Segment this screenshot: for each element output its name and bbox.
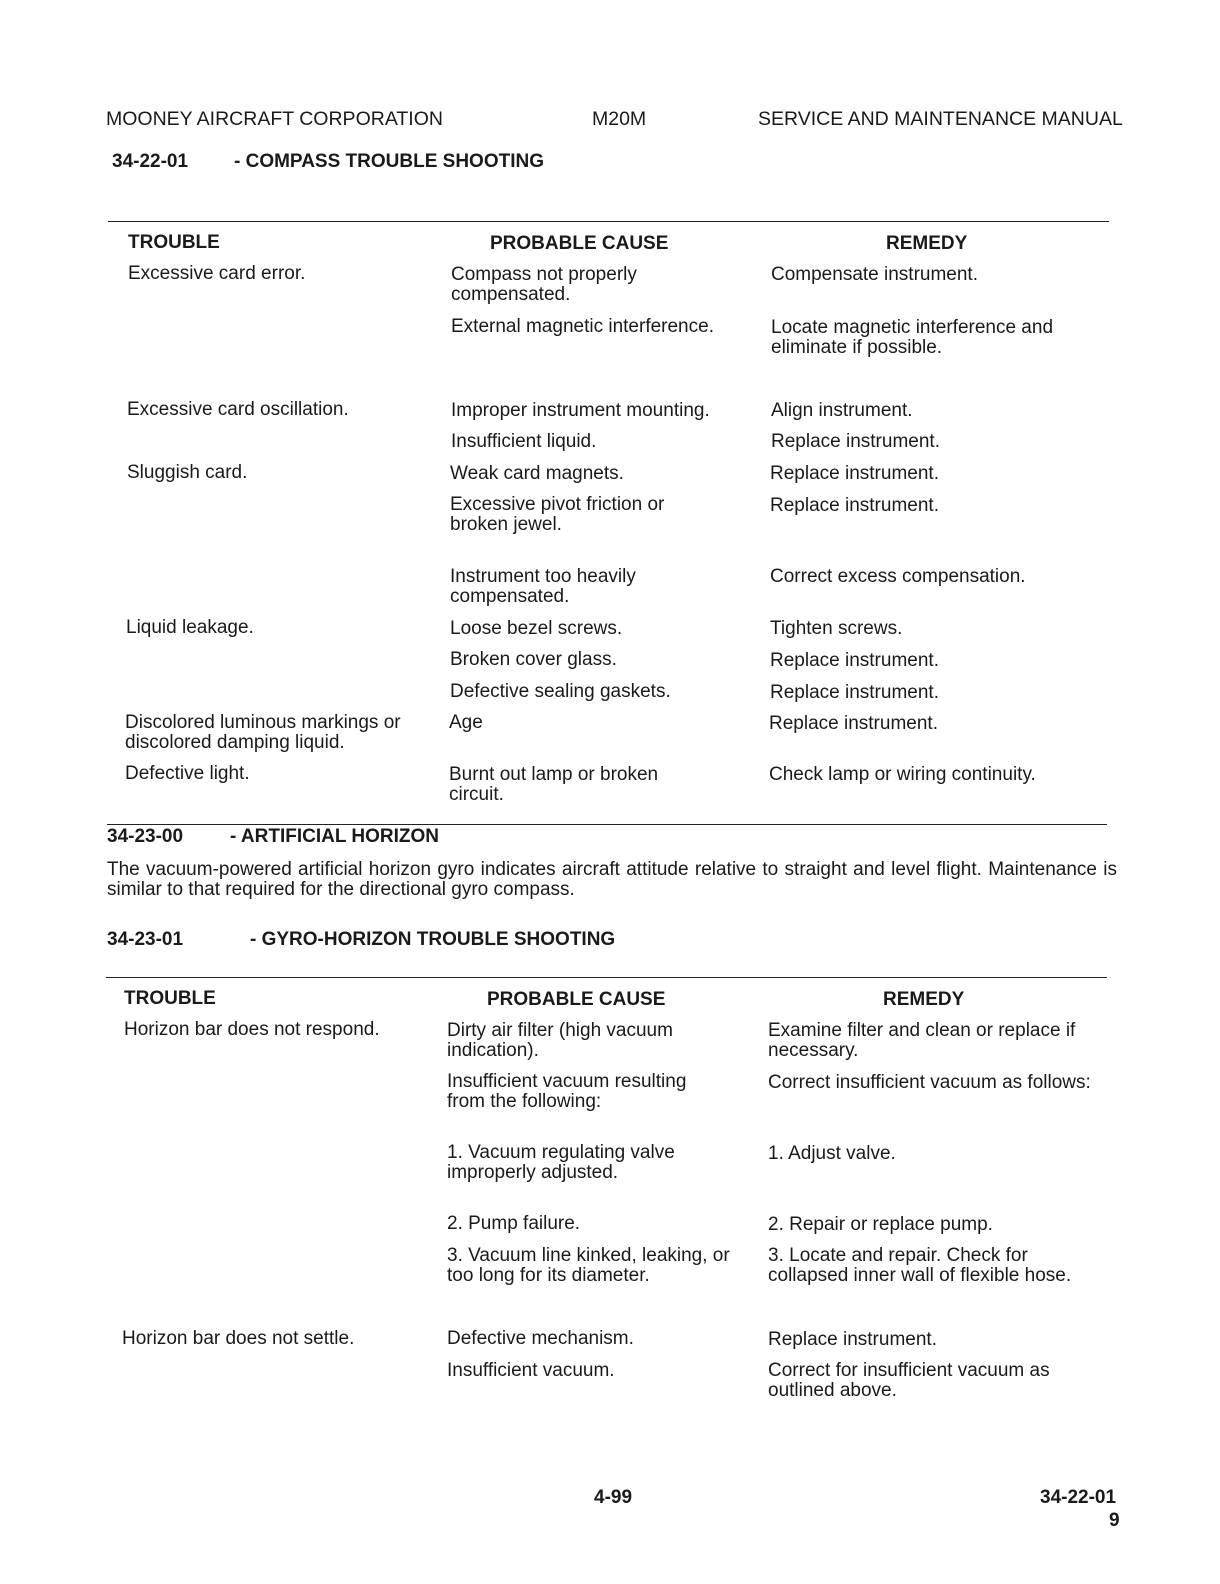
compass-remedy: Compensate instrument. bbox=[771, 264, 978, 285]
compass-remedy: Locate magnetic interference and eliminate if possible. bbox=[771, 317, 1054, 358]
compass-remedy: Tighten screws. bbox=[770, 618, 903, 639]
horizon-section-title: - ARTIFICIAL HORIZON bbox=[230, 826, 439, 847]
compass-cause: Burnt out lamp or broken circuit. bbox=[449, 764, 659, 805]
gyro-remedy: 1. Adjust valve. bbox=[768, 1143, 896, 1164]
gyro-cause: 2. Pump failure. bbox=[447, 1213, 581, 1234]
horizon-paragraph: The vacuum-powered artificial horizon gyro indicates aircraft attitude relative to straight and level flight. Maintenance is similar to that required for the directional gyro compass. bbox=[107, 859, 1117, 900]
compass-table-top-rule bbox=[108, 221, 1109, 222]
footer-page-number: 4-99 bbox=[594, 1487, 633, 1508]
compass-remedy: Replace instrument. bbox=[770, 495, 939, 516]
compass-trouble: Defective light. bbox=[125, 763, 250, 784]
gyro-cause: Insufficient vacuum. bbox=[447, 1360, 615, 1381]
gyro-remedy: Correct insufficient vacuum as follows: bbox=[768, 1072, 1091, 1093]
compass-remedy: Check lamp or wiring continuity. bbox=[769, 764, 1036, 785]
compass-trouble: Excessive card oscillation. bbox=[127, 399, 349, 420]
horizon-section-number: 34-23-00 bbox=[107, 826, 184, 847]
compass-col-remedy: REMEDY bbox=[886, 233, 968, 254]
compass-col-cause: PROBABLE CAUSE bbox=[490, 233, 669, 254]
compass-section-number: 34-22-01 bbox=[112, 151, 189, 172]
gyro-trouble: Horizon bar does not settle. bbox=[122, 1328, 355, 1349]
compass-cause: Weak card magnets. bbox=[450, 463, 624, 484]
compass-remedy: Replace instrument. bbox=[771, 431, 940, 452]
compass-cause: Insufficient liquid. bbox=[451, 431, 597, 452]
compass-table-bottom-rule bbox=[107, 824, 1107, 825]
compass-remedy: Replace instrument. bbox=[770, 682, 939, 703]
compass-trouble: Excessive card error. bbox=[128, 263, 306, 284]
gyro-col-trouble: TROUBLE bbox=[124, 988, 216, 1009]
gyro-remedy: 2. Repair or replace pump. bbox=[768, 1214, 993, 1235]
compass-section-title: - COMPASS TROUBLE SHOOTING bbox=[234, 151, 544, 172]
footer-section-number: 34-22-01 bbox=[1040, 1487, 1117, 1508]
compass-cause: Instrument too heavily compensated. bbox=[450, 566, 636, 607]
compass-cause: Loose bezel screws. bbox=[450, 618, 623, 639]
gyro-remedy: Examine filter and clean or replace if necessary. bbox=[768, 1020, 1076, 1061]
gyro-cause: 1. Vacuum regulating valve improperly adjusted. bbox=[447, 1142, 675, 1183]
header-model: M20M bbox=[592, 108, 647, 130]
compass-cause: Excessive pivot friction or broken jewel. bbox=[450, 494, 665, 535]
gyro-table-top-rule bbox=[106, 977, 1107, 978]
compass-remedy: Correct excess compensation. bbox=[770, 566, 1026, 587]
gyro-cause: Dirty air filter (high vacuum indication). bbox=[447, 1020, 673, 1061]
compass-cause: Age bbox=[449, 712, 483, 733]
compass-col-trouble: TROUBLE bbox=[128, 232, 220, 253]
gyro-trouble: Horizon bar does not respond. bbox=[124, 1019, 380, 1040]
gyro-section-number: 34-23-01 bbox=[107, 929, 184, 950]
compass-cause: Defective sealing gaskets. bbox=[450, 681, 671, 702]
compass-cause: External magnetic interference. bbox=[451, 316, 714, 337]
gyro-col-cause: PROBABLE CAUSE bbox=[487, 989, 666, 1010]
header-company: MOONEY AIRCRAFT CORPORATION bbox=[106, 108, 443, 130]
gyro-remedy: Replace instrument. bbox=[768, 1329, 937, 1350]
compass-cause: Compass not properly compensated. bbox=[451, 264, 637, 305]
gyro-section-title: - GYRO-HORIZON TROUBLE SHOOTING bbox=[250, 929, 616, 950]
compass-remedy: Replace instrument. bbox=[769, 713, 938, 734]
gyro-cause: Defective mechanism. bbox=[447, 1328, 634, 1349]
header-manual: SERVICE AND MAINTENANCE MANUAL bbox=[758, 108, 1123, 130]
compass-trouble: Sluggish card. bbox=[127, 462, 248, 483]
compass-trouble: Liquid leakage. bbox=[126, 617, 254, 638]
compass-remedy: Replace instrument. bbox=[770, 650, 939, 671]
gyro-col-remedy: REMEDY bbox=[883, 989, 965, 1010]
compass-remedy: Replace instrument. bbox=[770, 463, 939, 484]
compass-cause: Improper instrument mounting. bbox=[451, 400, 710, 421]
gyro-cause: Insufficient vacuum resulting from the following: bbox=[447, 1071, 687, 1112]
compass-cause: Broken cover glass. bbox=[450, 649, 617, 670]
compass-trouble: Discolored luminous markings or discolored damping liquid. bbox=[125, 712, 401, 753]
compass-remedy: Align instrument. bbox=[771, 400, 913, 421]
gyro-cause: 3. Vacuum line kinked, leaking, or too long for its diameter. bbox=[447, 1245, 730, 1286]
gyro-remedy: Correct for insufficient vacuum as outlined above. bbox=[768, 1360, 1050, 1401]
footer-revision: 9 bbox=[1109, 1510, 1120, 1531]
gyro-remedy: 3. Locate and repair. Check for collapsed inner wall of flexible hose. bbox=[768, 1245, 1072, 1286]
